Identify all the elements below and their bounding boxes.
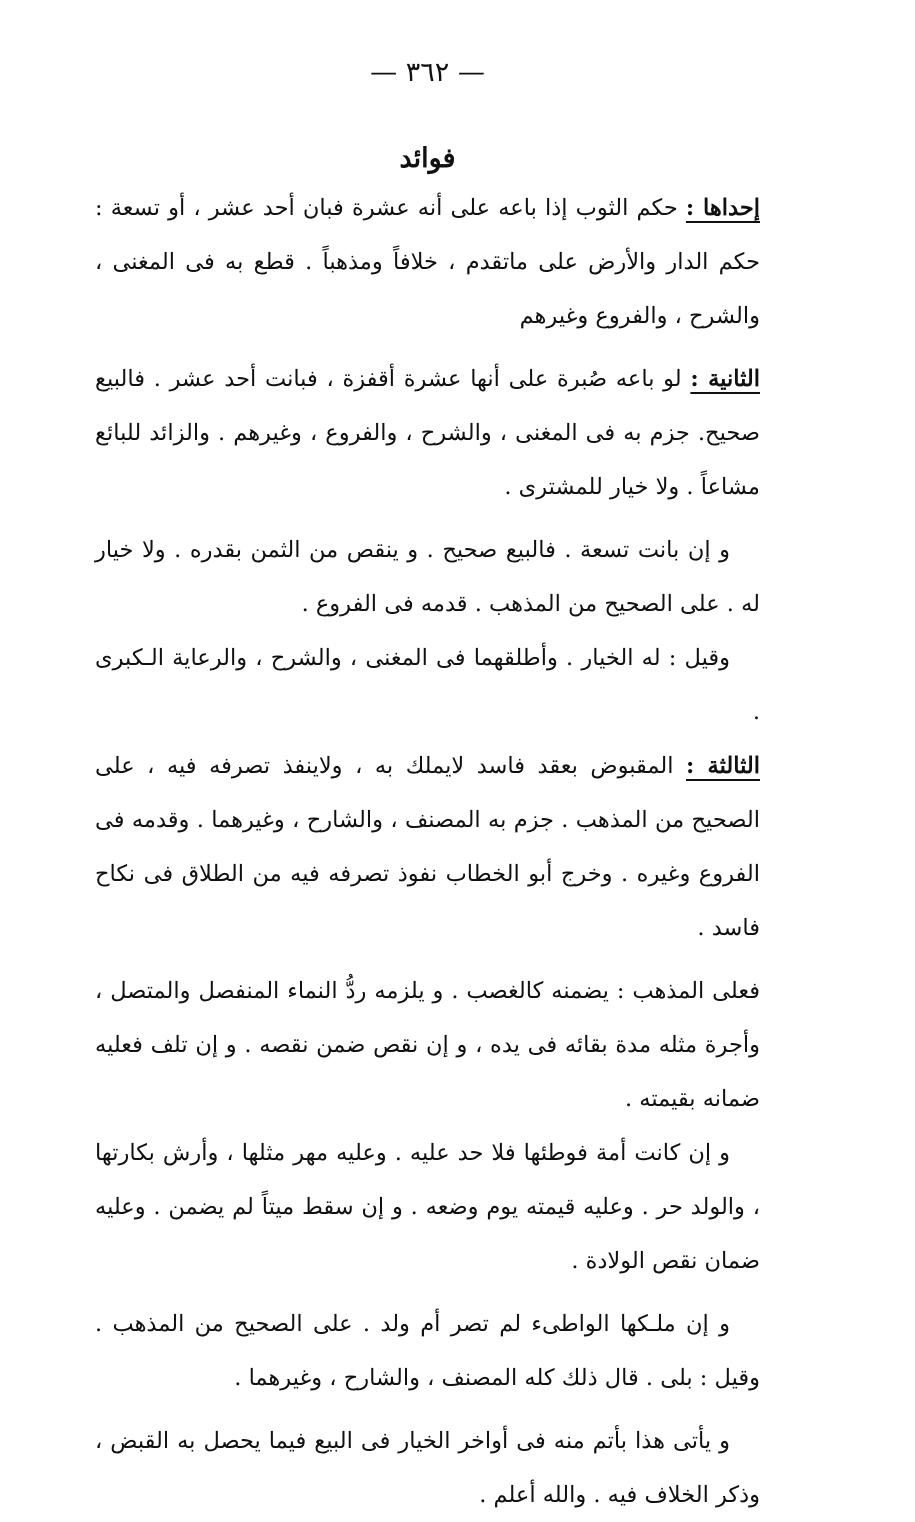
paragraph-text: و إن ملـكها الواطىء لم تصر أم ولد . على الصحيح من المذهب . وقيل : بلى . قال ذلك كله المصنف ، والشارح ، وغيرهما . <box>95 1311 760 1391</box>
paragraph-text: لو باعه صُبرة على أنها عشرة أقفزة ، فبانت أحد عشر . فالبيع صحيح. جزم به فى المغنى ، والشرح ، والفروع ، وغيرهم . والزائد للبائع مشاعاً . ولا خيار للمشترى . <box>95 366 760 500</box>
paragraph <box>95 631 760 739</box>
paragraph-text: و يأتى هذا بأتم منه فى أواخر الخيار فى البيع فيما يحصل به القبض ، وذكر الخلاف فيه . والله أعلم . <box>95 1428 760 1508</box>
paragraph-label: إحداها : <box>685 195 760 221</box>
paragraph <box>95 1414 760 1522</box>
page-number: — ٣٦٢ — <box>370 57 485 88</box>
paragraph <box>95 181 760 343</box>
paragraph-text: المقبوض بعقد فاسد لايملك به ، ولاينفذ تصرفه فيه ، على الصحيح من المذهب . جزم به المصنف ، والشارح ، وغيرهما . وقدمه فى الفروع وغيره . وخرج أبو الخطاب نفوذ تصرفه فيه من الطلاق فى نكاح فاسد . <box>95 753 760 941</box>
paragraph-text: حكم الثوب إذا باعه على أنه عشرة فبان أحد عشر ، أو تسعة : حكم الدار والأرض على ماتقدم ، خلافاً ومذهباً . قطع به فى المغنى ، والشرح ، والفروع وغيرهم <box>95 195 760 329</box>
paragraph <box>95 1126 760 1288</box>
paragraph <box>95 352 760 514</box>
paragraph-text: و إن كانت أمة فوطئها فلا حد عليه . وعليه مهر مثلها ، وأرش بكارتها ، والولد حر . وعليه قيمته يوم وضعه . و إن سقط ميتاً لم يضمن . وعليه ضمان نقص الولادة . <box>95 1140 760 1274</box>
paragraph-text: و إن بانت تسعة . فالبيع صحيح . و ينقص من الثمن بقدره . ولا خيار له . على الصحيح من المذهب . قدمه فى الفروع . <box>95 537 760 617</box>
paragraph <box>95 964 760 1126</box>
paragraph <box>95 1297 760 1405</box>
paragraph <box>95 523 760 631</box>
paragraph-text: وقيل : له الخيار . وأطلقهما فى المغنى ، والشرح ، والرعاية الـكبرى . <box>95 645 760 725</box>
paragraph <box>95 739 760 955</box>
paragraph-text: فعلى المذهب : يضمنه كالغصب . و يلزمه ردُّ النماء المنفصل والمتصل ، وأجرة مثله مدة بقائه فى يده ، و إن نقص ضمن نقصه . و إن تلف فعليه ضمانه بقيمته . <box>95 978 760 1112</box>
section-heading: فوائد <box>399 143 456 174</box>
document-page <box>95 52 760 1522</box>
paragraph-label: الثانية : <box>690 366 760 392</box>
paragraph-label: الثالثة : <box>686 753 761 779</box>
